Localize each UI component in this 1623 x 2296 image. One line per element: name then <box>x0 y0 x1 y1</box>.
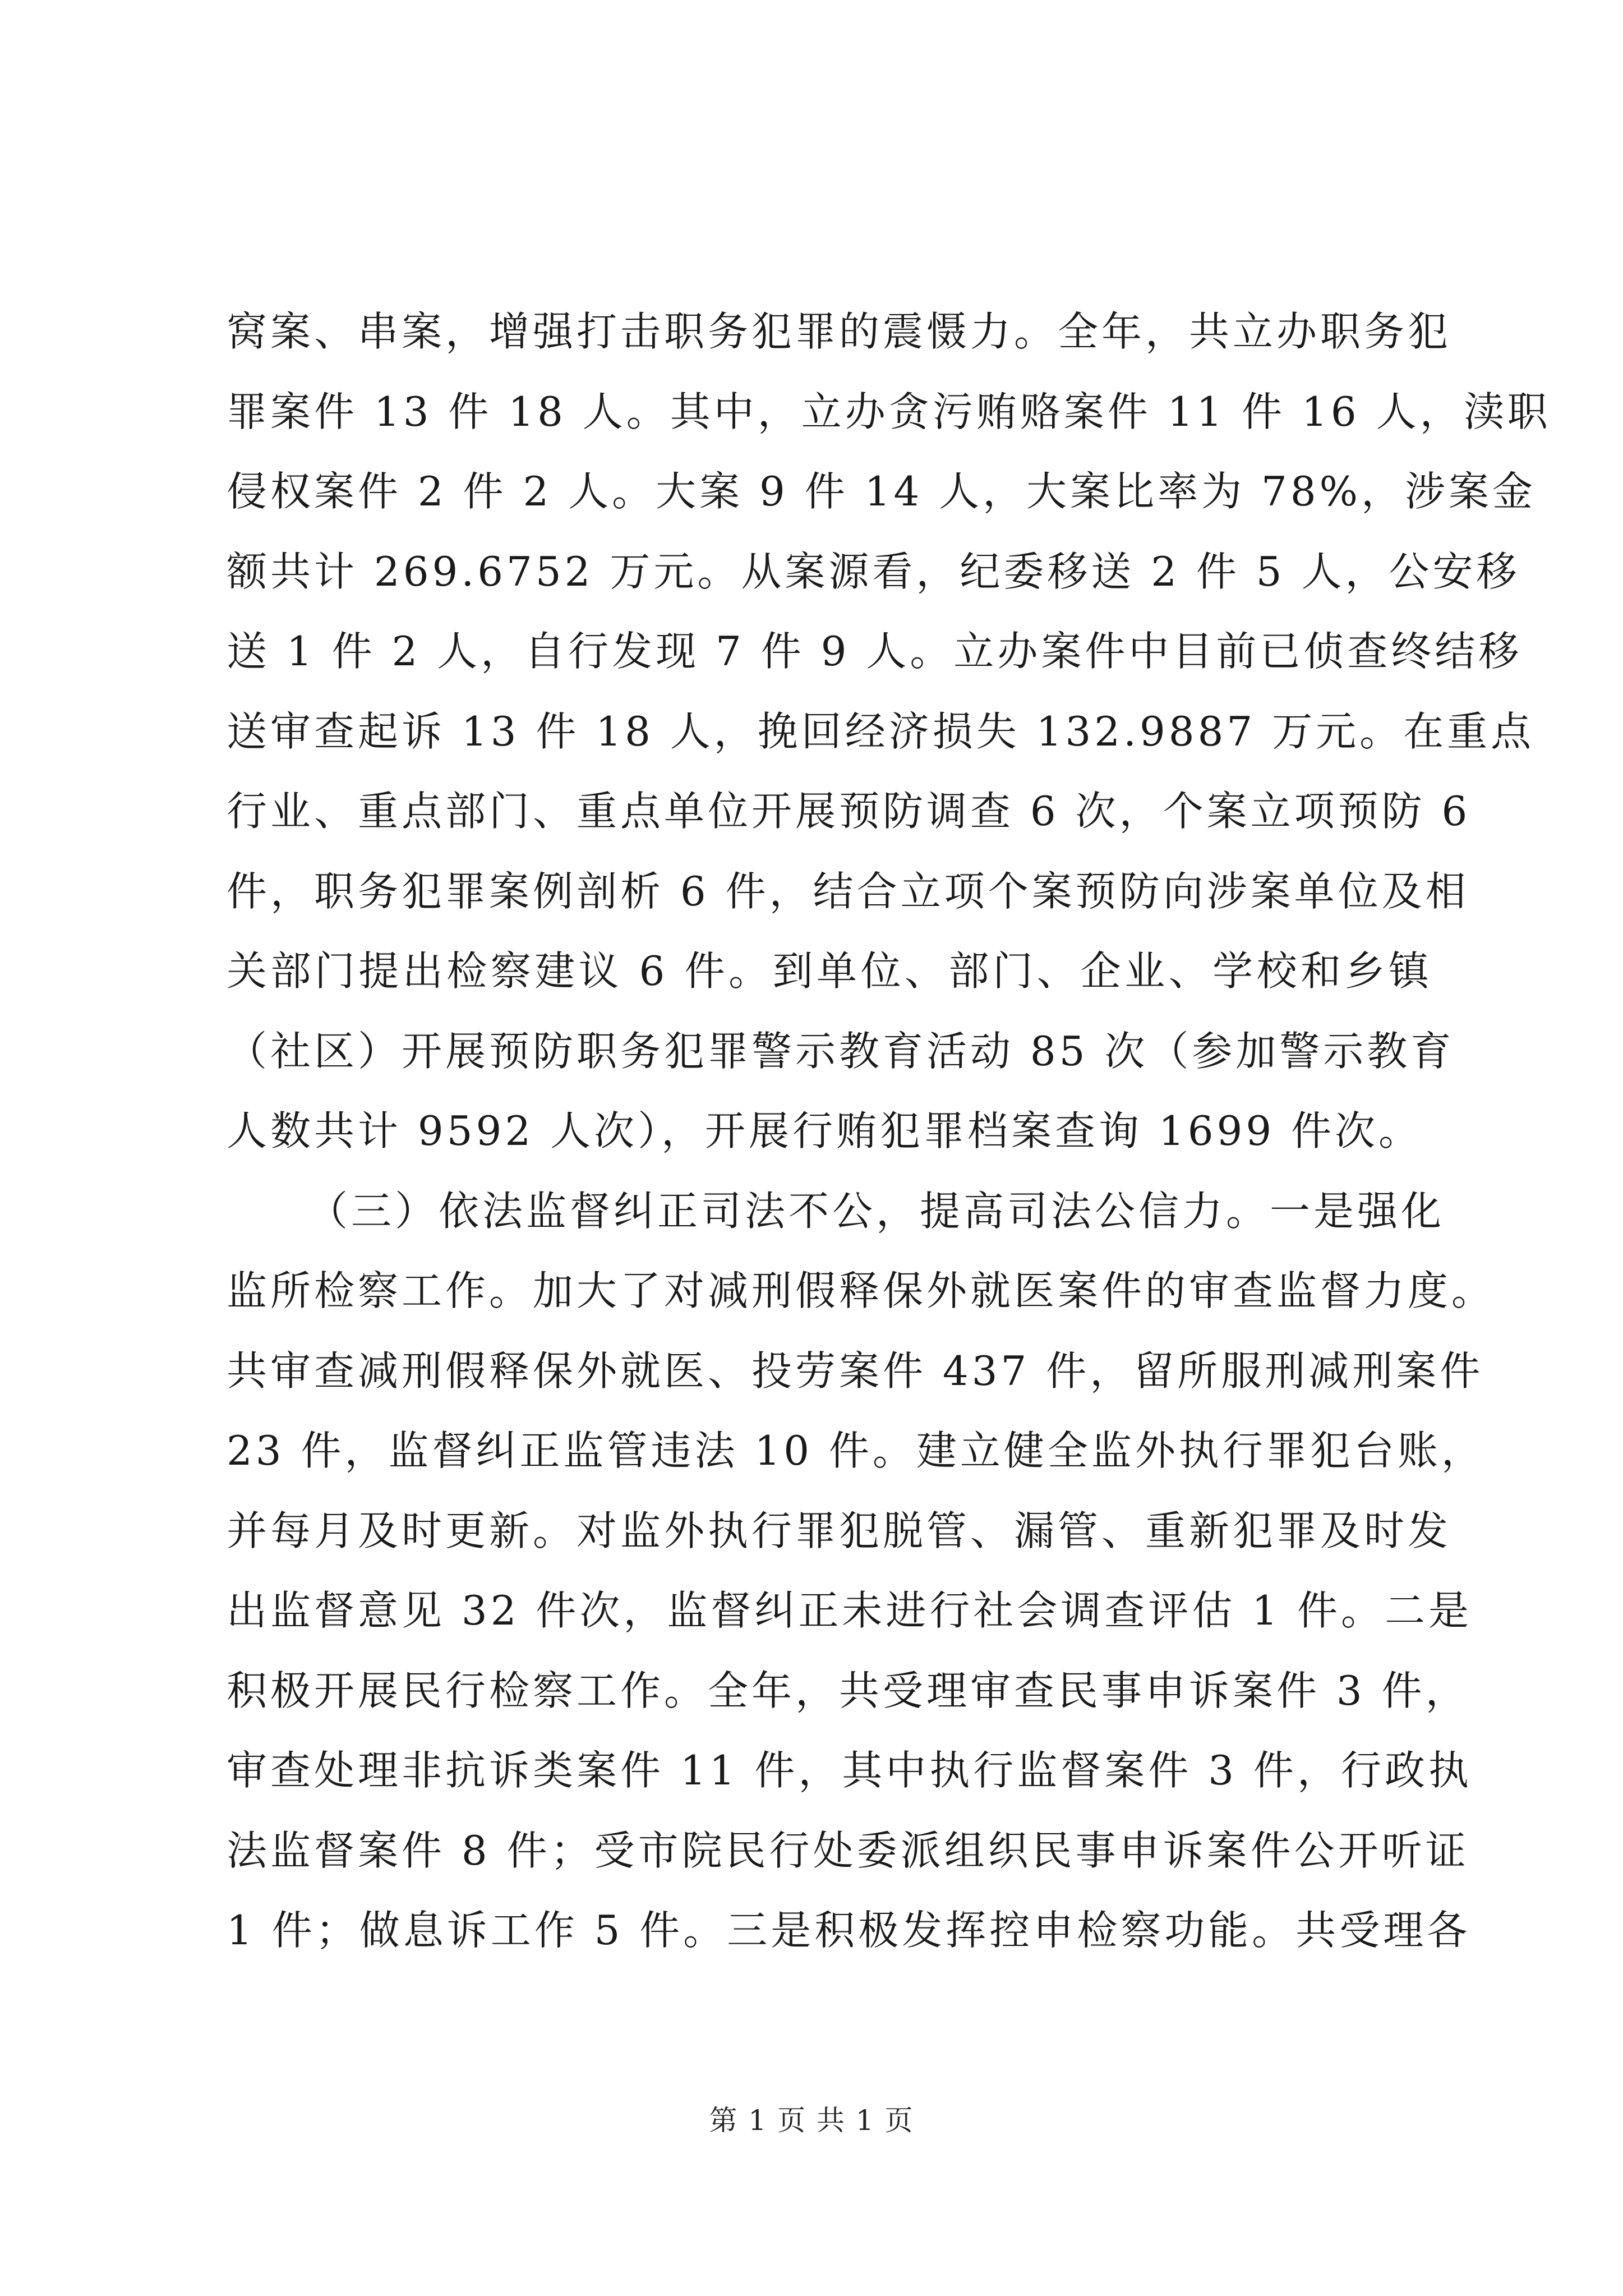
text-line: 法监督案件 8 件；受市院民行处委派组织民事申诉案件公开听证 <box>227 1826 1469 1874</box>
text-line: 监所检察工作。加大了对减刑假释保外就医案件的审查监督力度。 <box>227 1267 1496 1314</box>
text-line: 送 1 件 2 人，自行发现 7 件 9 人。立办案件中目前已侦查终结移 <box>227 628 1523 675</box>
text-line: 积极开展民行检察工作。全年，共受理审查民事申诉案件 3 件， <box>227 1667 1469 1714</box>
text-line: 23 件，监督纠正监管违法 10 件。建立健全监外执行罪犯台账， <box>227 1427 1485 1474</box>
text-line: 罪案件 13 件 18 人。其中，立办贪污贿赂案件 11 件 16 人，渎职 <box>227 388 1551 435</box>
text-line: 人数共计 9592 人次），开展行贿犯罪档案查询 1699 件次。 <box>227 1107 1423 1154</box>
text-line: 额共计 269.6752 万元。从案源看，纪委移送 2 件 5 人，公安移 <box>227 547 1520 595</box>
text-line: 窝案、串案，增强打击职务犯罪的震慑力。全年，共立办职务犯 <box>227 308 1452 355</box>
text-line: （三）依法监督纠正司法不公，提高司法公信力。一是强化 <box>307 1187 1445 1235</box>
page-footer: 第 1 页 共 1 页 <box>709 2104 914 2137</box>
text-line: 行业、重点部门、重点单位开展预防调查 6 次，个案立项预防 6 <box>227 788 1471 835</box>
text-line: 并每月及时更新。对监外执行罪犯脱管、漏管、重新犯罪及时发 <box>227 1507 1452 1554</box>
text-line: 1 件；做息诉工作 5 件。三是积极发挥控申检察功能。共受理各 <box>227 1907 1471 1954</box>
text-line: 侵权案件 2 件 2 人。大案 9 件 14 人，大案比率为 78%，涉案金 <box>227 468 1537 515</box>
text-line: 件，职务犯罪案例剖析 6 件，结合立项个案预防向涉案单位及相 <box>227 867 1469 915</box>
text-line: 出监督意见 32 件次，监督纠正未进行社会调查评估 1 件。二是 <box>227 1587 1472 1634</box>
text-line: 共审查减刑假释保外就医、投劳案件 437 件，留所服刑减刑案件 <box>227 1347 1484 1395</box>
text-line: （社区）开展预防职务犯罪警示教育活动 85 次（参加警示教育 <box>227 1027 1455 1075</box>
text-line: 送审查起诉 13 件 18 人，挽回经济损失 132.9887 万元。在重点 <box>227 707 1535 755</box>
paragraph-1 <box>227 292 1551 1171</box>
paragraph-2 <box>227 1171 1496 1971</box>
text-line: 审查处理非抗诉类案件 11 件，其中执行监督案件 3 件，行政执 <box>227 1747 1472 1794</box>
document-body <box>227 292 1551 1971</box>
text-line: 关部门提出检察建议 6 件。到单位、部门、企业、学校和乡镇 <box>227 947 1432 995</box>
